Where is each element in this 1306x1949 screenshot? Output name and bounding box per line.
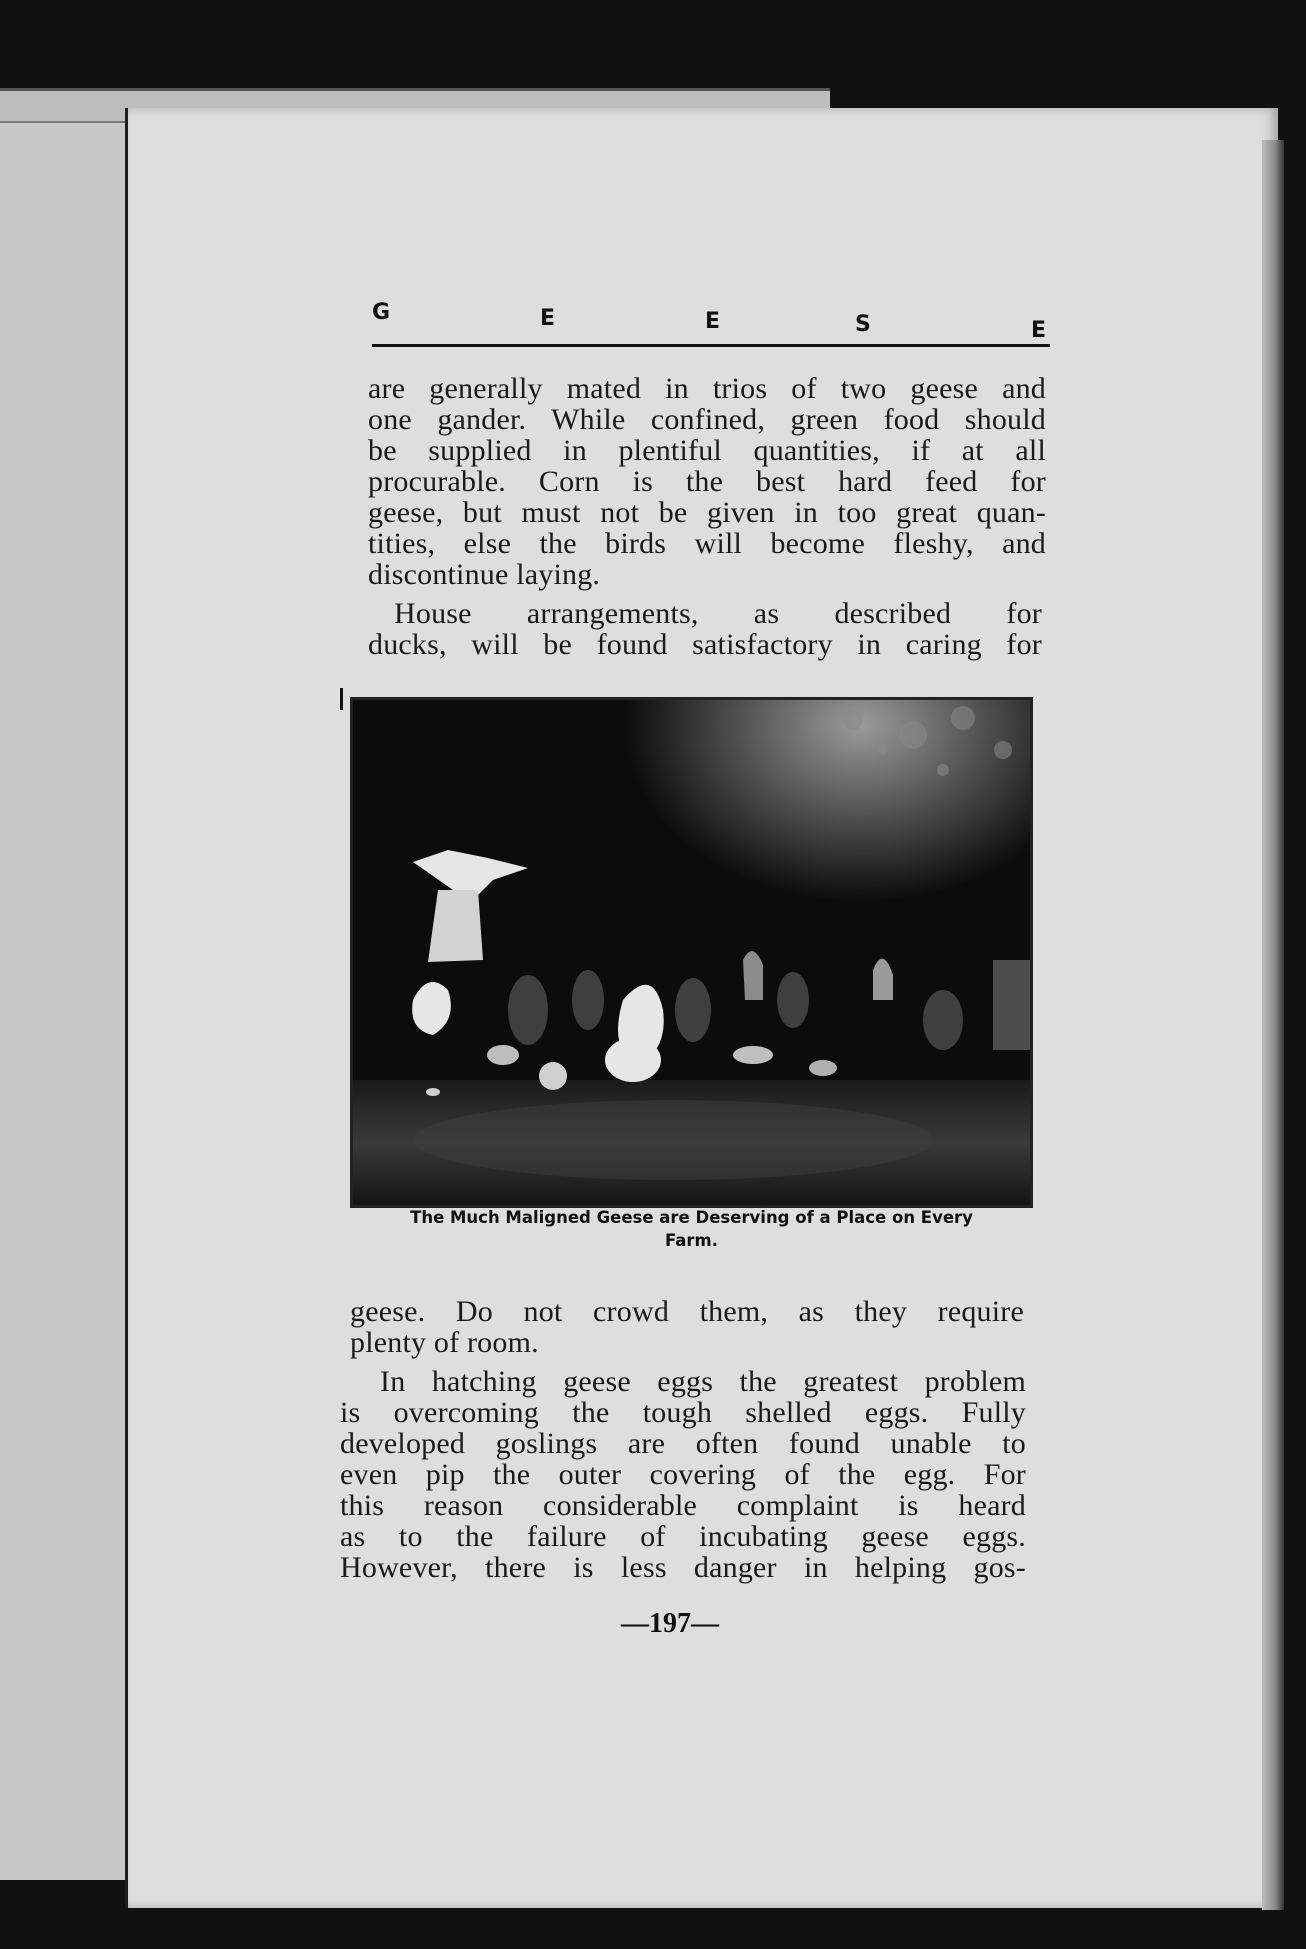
paragraph-hatching (340, 1366, 1026, 1583)
text-line: ducks, will be found satisfactory in caring for (368, 628, 1042, 661)
right-page-edge (1262, 140, 1284, 1910)
running-head-letter: S (855, 312, 871, 337)
running-head-letter: E (705, 309, 721, 334)
caption-line: The Much Maligned Geese are Deserving of a Place on Every (410, 1208, 973, 1227)
text-line: is overcoming the tough shelled eggs. Fully (340, 1396, 1026, 1429)
text-line: be supplied in plentiful quantities, if at all (368, 434, 1046, 467)
running-head (372, 300, 1050, 347)
caption-line: Farm. (664, 1231, 719, 1250)
text-line: one gander. While confined, green food should (368, 403, 1046, 436)
margin-mark (340, 688, 343, 710)
text-line: geese. Do not crowd them, as they require (350, 1295, 1024, 1328)
text-line: tities, else the birds will become fleshy, and (368, 527, 1046, 560)
running-head-letter: G (372, 300, 391, 325)
text-line: In hatching geese eggs the greatest problem (380, 1365, 1026, 1398)
text-line: procurable. Corn is the best hard feed for (368, 465, 1046, 498)
text-line: discontinue laying. (368, 558, 601, 591)
paragraph-house (368, 598, 1042, 660)
text-line: are generally mated in trios of two geese and (368, 372, 1046, 405)
running-head-letter: E (540, 306, 556, 331)
paragraph-top (368, 373, 1046, 590)
running-head-letter: E (1031, 318, 1047, 343)
text-line: as to the failure of incubating geese eggs. (340, 1520, 1026, 1553)
geese-photograph (350, 697, 1033, 1208)
text-line: this reason considerable complaint is heard (340, 1489, 1026, 1522)
text-line: developed goslings are often found unable to (340, 1427, 1026, 1460)
paragraph-after (350, 1296, 1024, 1358)
text-line: even pip the outer covering of the egg. For (340, 1458, 1026, 1491)
text-line: geese, but must not be given in too great quan- (368, 496, 1046, 529)
page-number: —197— (621, 1608, 719, 1639)
text-line: However, there is less danger in helping gos- (340, 1551, 1026, 1584)
text-line: House arrangements, as described for (394, 597, 1042, 630)
photo-caption (350, 1206, 1033, 1252)
text-line: plenty of room. (350, 1326, 539, 1359)
